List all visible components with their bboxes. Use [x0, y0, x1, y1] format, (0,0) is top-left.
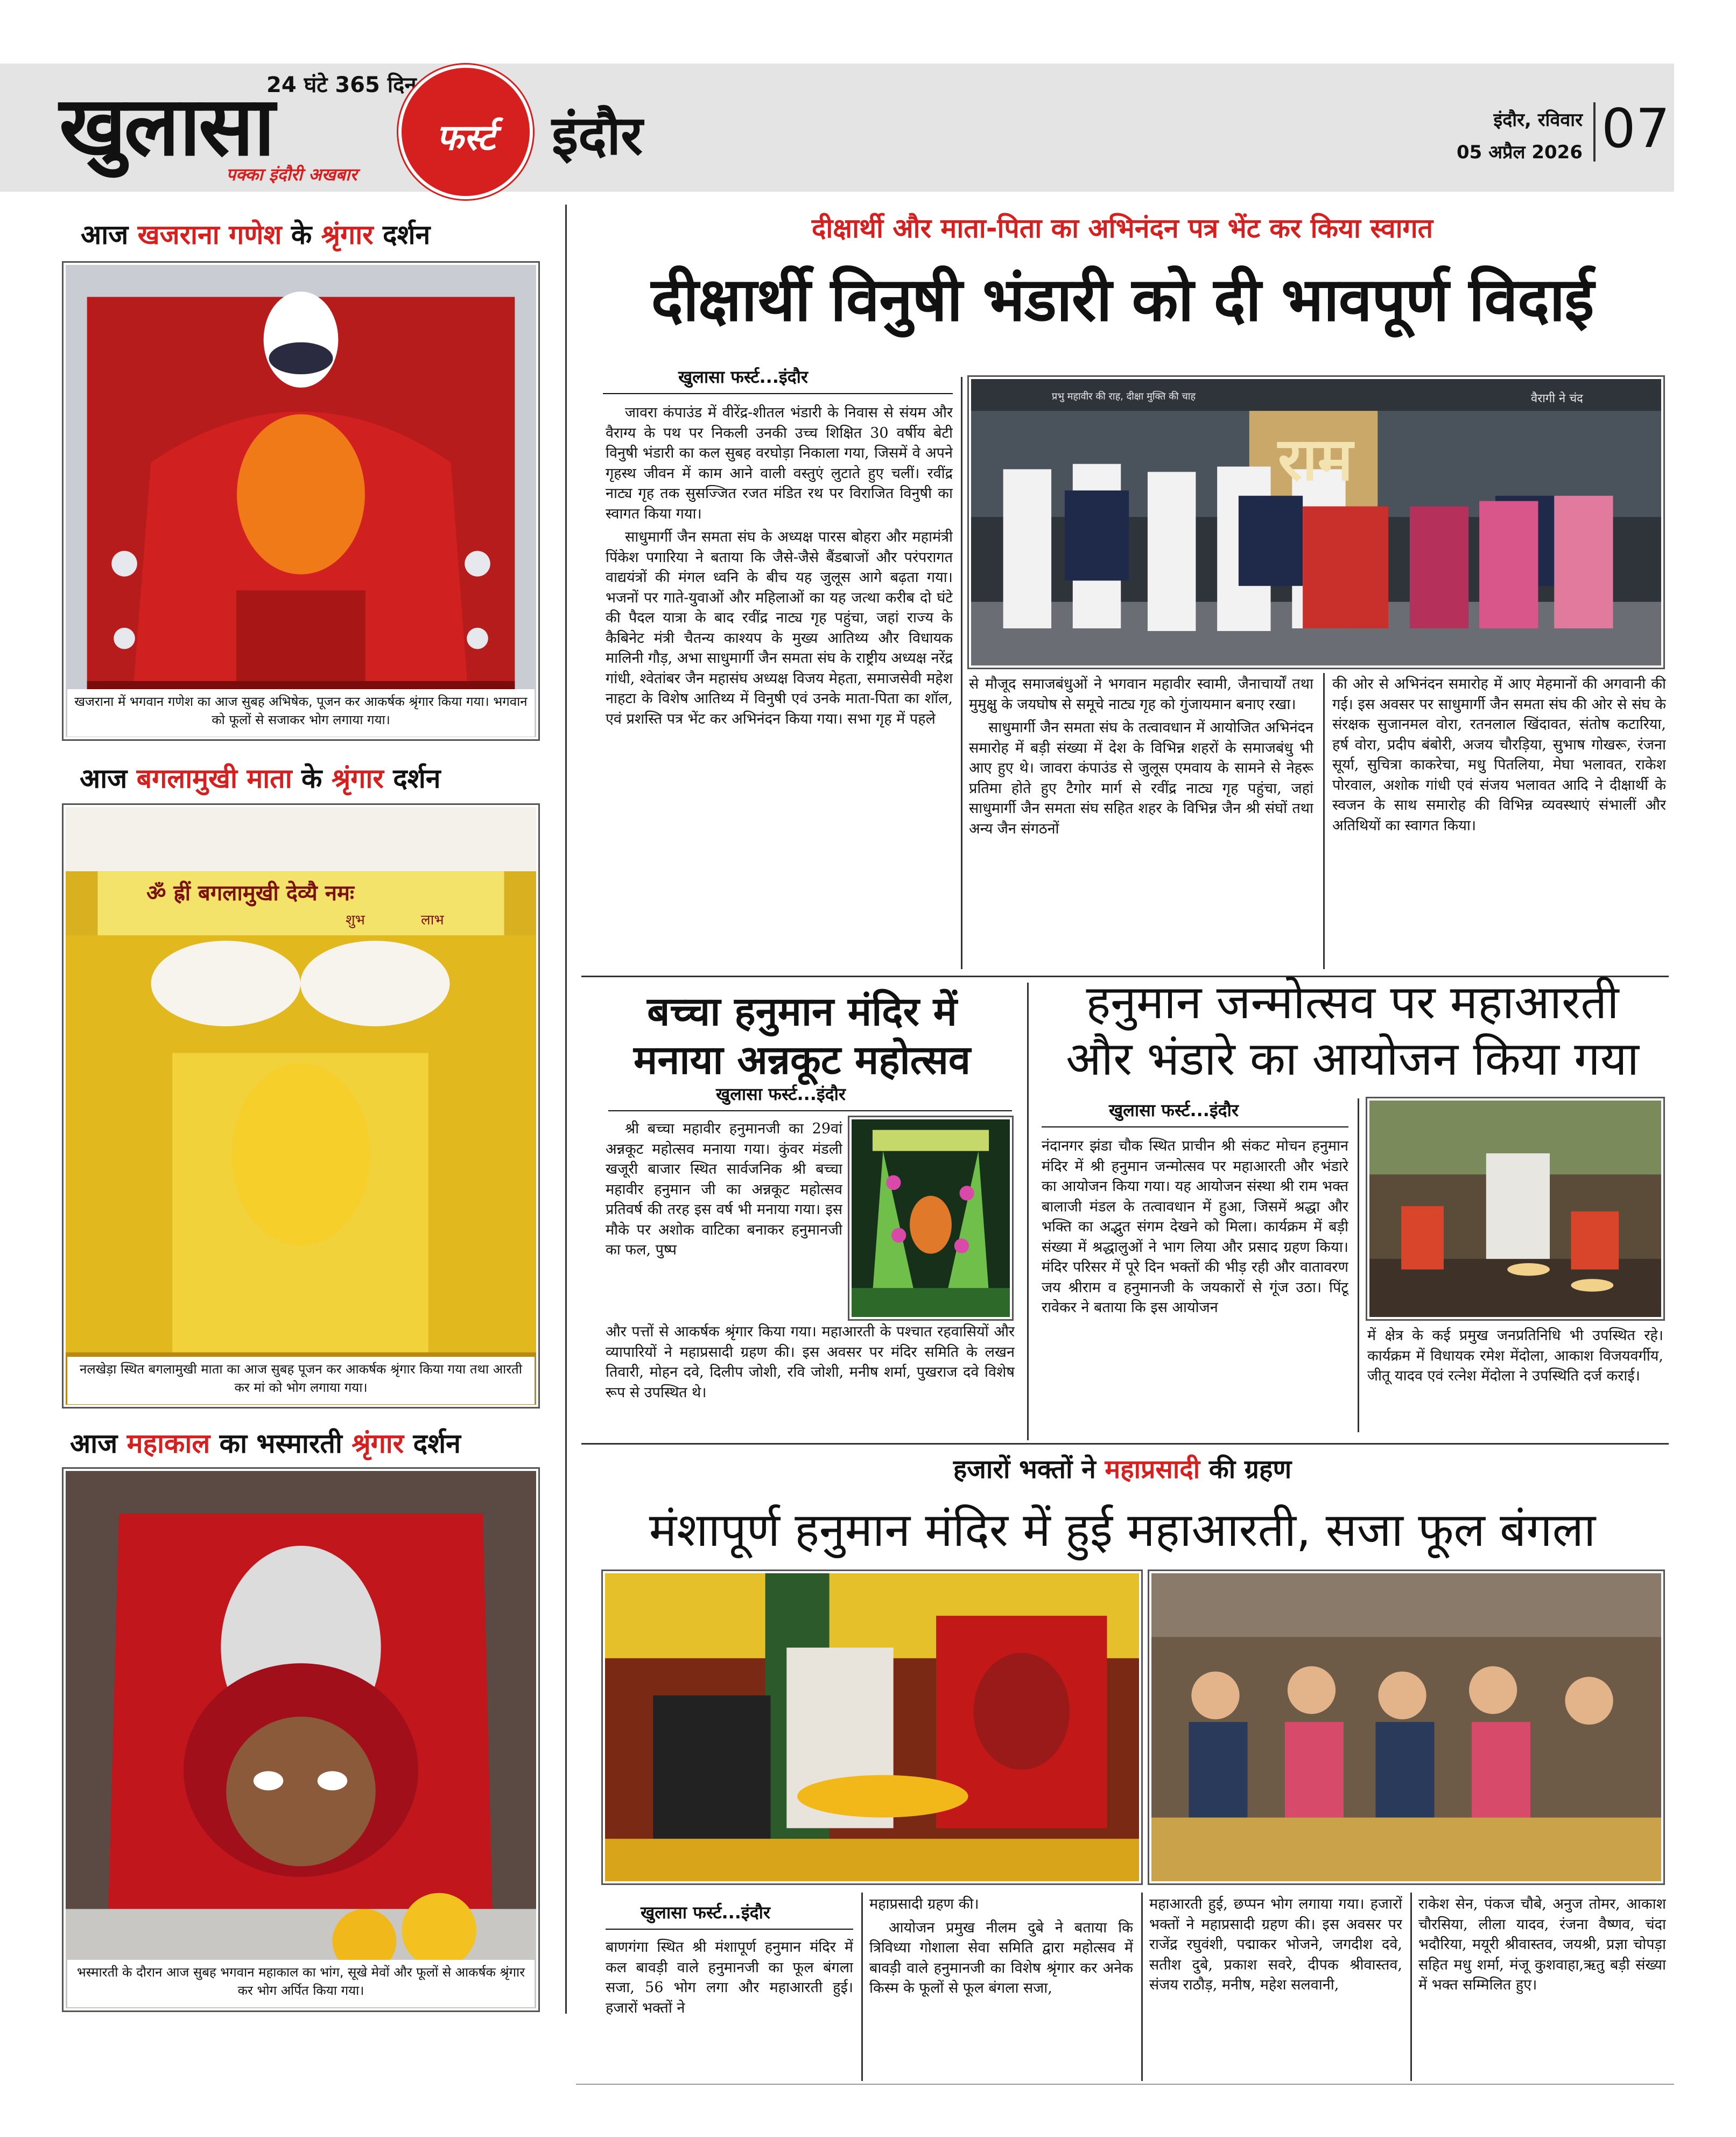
lead-byline-rule [603, 393, 953, 394]
lead-col-divider-1 [961, 377, 962, 969]
baglamukhi-heading: आज बगलामुखी माता के श्रृंगार दर्शन [80, 763, 441, 794]
manshapurna-prasadi-photo [1149, 1571, 1663, 1883]
lead-column-1 [606, 403, 953, 968]
manshapurna-column-4: राकेश सेन, पंकज चौबे, अनुज तोमर, आकाश चौरसिया, लीला यादव, रंजना वैष्णव, चंदा भदौरिया, मयूरी श्रीवास्तव, जयश्री, प्रज्ञा चोपड़ा सहित मधु शर्मा, मंजू कुशवाहा,ऋतु बड़ी संख्या में भक्त सम्मिलित हुए। [1418, 1896, 1666, 1993]
bachcha-annakoot-photo [849, 1117, 1012, 1319]
khajrana-heading: आज खजराना गणेश के श्रृंगार दर्शन [81, 219, 431, 250]
mahakal-photo [64, 1469, 538, 2010]
mahakal-heading: आज महाकाल का भस्मारती श्रृंगार दर्शन [70, 1428, 461, 1459]
janmotsav-column-1: नंदानगर झंडा चौक स्थित प्राचीन श्री संकट मोचन हनुमान मंदिर में श्री हनुमान जन्मोत्सव पर महाआरती और भंडारे का आयोजन किया गया। यह आयोजन संस्था श्री राम भक्त बालाजी मंडल के तत्वावधान में हुआ, जिसमें श्रद्धा और भक्ति का अद्भुत संगम देखने को मिला। कार्यक्रम में बड़ी संख्या में श्रद्धालुओं ने भाग लिया और प्रसाद ग्रहण किया। मंदिर परिसर में पूरे दिन भक्तों की भीड़ रही और वातावरण जय श्रीराम व हनुमानजी के जयकारों से गूंज उठा। पिंटू रावेकर ने बताया कि इस आयोजन [1042, 1138, 1348, 1316]
bachcha-byline-rule [608, 1110, 1012, 1111]
lead-ceremony-photo [969, 377, 1663, 668]
masthead-logo-text: खुलासा [59, 79, 273, 174]
janmotsav-bottom-rule [581, 1443, 1669, 1445]
janmotsav-byline-rule [1042, 1126, 1348, 1127]
manshapurna-col-divider-2 [1141, 1893, 1143, 2081]
masthead-tagline-bottom: पक्का इंदौरी अखबार [226, 164, 357, 185]
manshapurna-byline: खुलासा फर्स्ट...इंदौर [641, 1902, 771, 1923]
manshapurna-byline-rule [606, 1929, 853, 1930]
khajrana-ganesh-illustration [66, 265, 536, 737]
lead-col2-para-1: से मौजूद समाजबंधुओं ने भगवान महावीर स्वामी, जैनाचार्यों तथा मुमुक्षु के जयघोष से समूचे नाट्य गृह को गुंजायमान बनाए रखा। [969, 676, 1313, 713]
baglamukhi-shubh: शुभ [346, 912, 365, 928]
lead-col1-para-1: जावरा कंपाउंड में वीरेंद्र-शीतल भंडारी के निवास से संयम और वैराग्य के पथ पर निकली उनकी उच्च शिक्षित 30 वर्षीय बेटी विनुषी भंडारी का कल सुबह वरघोड़ा निकाला गया, जिसमें वे अपने गृहस्थ जीवन में काम आने वाली वस्तुएं लुटाते हुए चलीं। रवींद्र नाट्य गृह तक सुसज्जित रजत मंडित रथ पर विराजित विनुषी का स्वागत किया गया। [606, 404, 953, 522]
bachcha-headline-line1: बच्चा हनुमान मंदिर में [647, 989, 957, 1035]
janmotsav-headline-line1: हनुमान जन्मोत्सव पर महाआरती [1086, 976, 1619, 1029]
masthead-logo-badge-text: फर्स्ट [436, 117, 495, 158]
baglamukhi-mata-photo [64, 805, 538, 1407]
bachcha-headline-line2: मनाया अन्नकूट महोत्सव [634, 1037, 971, 1083]
janmotsav-col-divider [1358, 1098, 1359, 1432]
masthead-date: 05 अप्रैल 2026 [1457, 142, 1583, 163]
khajrana-ganesh-photo [64, 263, 538, 739]
lead-col2-para-2: साधुमार्गी जैन समता संघ के तत्वावधान में आयोजित अभिनंदन समारोह में बड़ी संख्या में देश के विभिन्न शहरों के समाजबंधु भी आए हुए थे। जावरा कंपाउंड से जुलूस एमवाय के सामने से नेहरू प्रतिमा होते हुए टैगोर मार्ग से रवींद्र नाट्य गृह पहुंचा, जहां साधुमार्गी जैन समता संघ सहित शहर के विभिन्न जैन श्री संघों तथा अन्य जैन संगठनों [969, 719, 1313, 837]
bachcha-text-lower: और पत्तों से आकर्षक श्रृंगार किया गया। महाआरती के पश्चात रहवासियों और व्यापारियों ने महाप्रसादी ग्रहण की। इस अवसर पर मंदिर समिति के लखन तिवारी, मोहन दवे, दिलीप जोशी, रवि जोशी, मनीष शर्मा, पुखराज दवे विशेष रूप से उपस्थित थे। [606, 1323, 1015, 1401]
baglamukhi-caption: नलखेड़ा स्थित बगलामुखी माता का आज सुबह पूजन कर आकर्षक श्रृंगार किया गया तथा आरती कर मां को भोग लगाया गया। [67, 1357, 535, 1404]
lead-col3-para-1: की ओर से अभिनंदन समारोह में आए मेहमानों की अगवानी की गई। इस अवसर पर साधुमार्गी जैन समता संघ की ओर से संघ के संरक्षक सुजानमल वोरा, रतनलाल खिंदावत, संतोष कटारिया, हर्ष वोरा, प्रदीप बंबोरी, अजय चौरड़िया, सुभाष गोखरू, रंजना सूर्या, सुचित्रा काकरेचा, मधु पितलिया, मेघा भलावत, राकेश पोरवाल, अशोक गांधी एवं संजय भलावत आदि ने दीक्षार्थी के स्वजन के साथ समारोह की विभिन्न व्यवस्थाएं संभालीं और अतिथियों का स्वागत किया। [1332, 676, 1666, 834]
lead-col-divider-2 [1323, 673, 1325, 969]
masthead-tagline-top: 24 घंटे 365 दिन [266, 73, 417, 97]
janmotsav-headline-line2: और भंडारे का आयोजन किया गया [1066, 1032, 1639, 1086]
lead-kicker: दीक्षार्थी और माता-पिता का अभिनंदन पत्र भेंट कर किया स्वागत [811, 213, 1433, 244]
manshapurna-col-divider-1 [861, 1893, 863, 2081]
masthead-logo-badge [398, 65, 533, 199]
bachcha-janmotsav-divider [1027, 983, 1029, 1440]
sidebar-divider [565, 205, 567, 2014]
manshapurna-col2-para-2: आयोजन प्रमुख नीलम दुबे ने बताया कि त्रिविध्या गोशाला सेवा समिति द्वारा महोत्सव में बावड़ी वाले हनुमानजी का विशेष श्रृंगार कर अनेक किस्म के फूलों से फूल बंगला सजा, [869, 1919, 1133, 1996]
khajrana-caption: खजराना में भगवान गणेश का आज सुबह अभिषेक, पूजन कर आकर्षक श्रृंगार किया गया। भगवान को फूलों से सजाकर भोग लगाया गया। [67, 689, 535, 737]
bachcha-text-upper: श्री बच्चा महावीर हनुमानजी का 29वां अन्नकूट महोत्सव मनाया गया। कुंवर मंडली खजूरी बाजार स्थित सार्वजनिक श्री बच्चा महावीर हनुमान जी का अन्नकूट महोत्सव प्रतिवर्ष की तरह इस वर्ष भी मनाया गया। इस मौके पर अशोक वाटिका बनाकर हनुमानजी का फल, पुष्प [606, 1120, 842, 1258]
lead-column-3 [1332, 674, 1666, 968]
lead-col1-para-2: साधुमार्गी जैन समता संघ के अध्यक्ष पारस बोहरा और महामंत्री पिंकेश पगारिया ने बताया कि जैसे-जैसे बैंडबाजों और परंपरागत वाद्ययंत्रों की मंगल ध्वनि के बीच यह जुलूस आगे बढ़ता गया। भजनों पर गाते-युवाओं और महिलाओं का यह जत्था करीब दो घंटे की पैदल यात्रा के बाद रवींद्र नाट्य गृह पहुंचा, जहां राज्य के कैबिनेट मंत्री चैतन्य काश्यप के मुख्य आतिथ्य और विधायक मालिनी गौड़, अभा साधुमार्गी जैन समता संघ के राष्ट्रीय अध्यक्ष नरेंद्र गांधी, श्वेतांबर जैन महासंघ अध्यक्ष विजय मेहता, समाजसेवी महेश नाहटा के विशेष आतिथ्य में विनुषी एवं उनके माता-पिता का शॉल, एवं प्रशस्ति पत्र भेंट कर अभिनंदन किया गया। सभा गृह में पहले [606, 529, 953, 727]
lead-photo-banner-left: प्रभु महावीर की राह, दीक्षा मुक्ति की चाह [1052, 391, 1196, 402]
janmotsav-column-2: में क्षेत्र के कई प्रमुख जनप्रतिनिधि भी उपस्थित रहे। कार्यक्रम में विधायक रमेश मेंदोला, आकाश विजयवर्गीय, जीतू यादव एवं रत्नेश मेंदोला ने उपस्थिति दर्ज कराई। [1367, 1327, 1663, 1384]
janmotsav-bhandara-photo [1367, 1098, 1663, 1319]
manshapurna-kicker: हजारों भक्तों ने महाप्रसादी की ग्रहण [953, 1454, 1292, 1484]
baglamukhi-labh: लाभ [421, 912, 444, 928]
lead-headline: दीक्षार्थी विनुषी भंडारी को दी भावपूर्ण विदाई [651, 265, 1594, 335]
manshapurna-aarti-photo [603, 1571, 1141, 1883]
manshapurna-prasadi-illustration [1151, 1573, 1661, 1881]
masthead-edition: इंदौर [552, 104, 643, 167]
baglamukhi-mantra: ॐ ह्रीं बगलामुखी देव्यै नमः [146, 881, 354, 906]
manshapurna-headline: मंशापूर्ण हनुमान मंदिर में हुई महाआरती, सजा फूल बंगला [649, 1503, 1596, 1557]
manshapurna-column-1: बाणगंगा स्थित श्री मंशापूर्ण हनुमान मंदिर में कल बावड़ी वाले हनुमानजी का फूल बंगला सजा, 56 भोग लगा और महाआरती हुई। हजारों भक्तों ने [606, 1939, 853, 2016]
lead-photo-banner-right: वैरागी ने चंद [1531, 392, 1583, 405]
manshapurna-column-2 [869, 1894, 1133, 2080]
manshapurna-aarti-illustration [605, 1573, 1139, 1881]
manshapurna-column-3: महाआरती हुई, छप्पन भोग लगाया गया। हजारों भक्तों ने महाप्रसादी ग्रहण की। इस अवसर पर राजेंद्र रघुवंशी, पद्माकर भोजने, जगदीश दवे, सतीश दुबे, प्रकाश सवरे, दीपक श्रीवास्तव, संजय राठौड़, मनीष, महेश सलवानी, [1149, 1896, 1402, 1993]
janmotsav-byline: खुलासा फर्स्ट...इंदौर [1109, 1100, 1239, 1120]
mahakal-caption: भस्मारती के दौरान आज सुबह भगवान महाकाल का भांग, सूखे मेवों और फूलों से आकर्षक श्रृंगार कर भोग अर्पित किया गया। [67, 1960, 535, 2007]
bachcha-byline: खुलासा फर्स्ट...इंदौर [716, 1084, 846, 1104]
lead-byline: खुलासा फर्स्ट...इंदौर [678, 367, 809, 387]
bachcha-annakoot-illustration [852, 1119, 1010, 1317]
lead-photo-banner-mid: राम [1278, 424, 1353, 494]
page-bottom-rule [576, 2084, 1674, 2085]
janmotsav-bhandara-illustration [1369, 1101, 1661, 1317]
page-number: 07 [1601, 97, 1670, 160]
manshapurna-col-divider-3 [1410, 1893, 1412, 2081]
mahakal-illustration [66, 1471, 536, 2008]
masthead-divider [1593, 102, 1596, 162]
masthead-place-day: इंदौर, रविवार [1493, 109, 1583, 131]
lead-column-2 [969, 674, 1313, 968]
manshapurna-col2-para-1: महाप्रसादी ग्रहण की। [869, 1896, 979, 1912]
